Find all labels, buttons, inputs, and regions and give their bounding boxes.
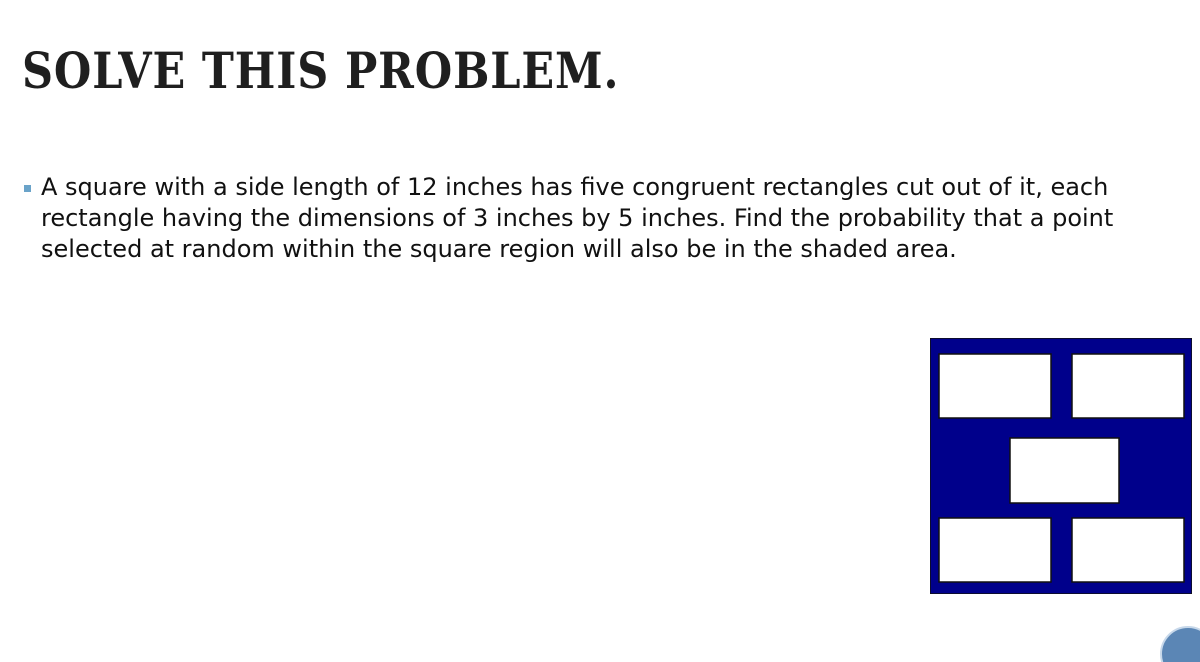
slide-corner-badge (1160, 626, 1200, 662)
cutout-rectangle-middle (1010, 438, 1119, 503)
bullet-square-icon (24, 185, 31, 192)
slide-title: SOLVE THIS PROBLEM. (22, 41, 620, 100)
cutout-rectangle-top-right (1072, 354, 1184, 418)
cutout-rectangle-bottom-left (939, 518, 1051, 582)
problem-text: A square with a side length of 12 inches has five congruent rectangles cut out of it, each rectangle having the dimensions of 3 inches by 5 inches. Find the probability that a point selected at random within the square region will also be in the shaded area. (41, 173, 1114, 263)
cutout-rectangle-bottom-right (1072, 518, 1184, 582)
shaded-square-figure (930, 338, 1192, 594)
cutout-rectangle-top-left (939, 354, 1051, 418)
